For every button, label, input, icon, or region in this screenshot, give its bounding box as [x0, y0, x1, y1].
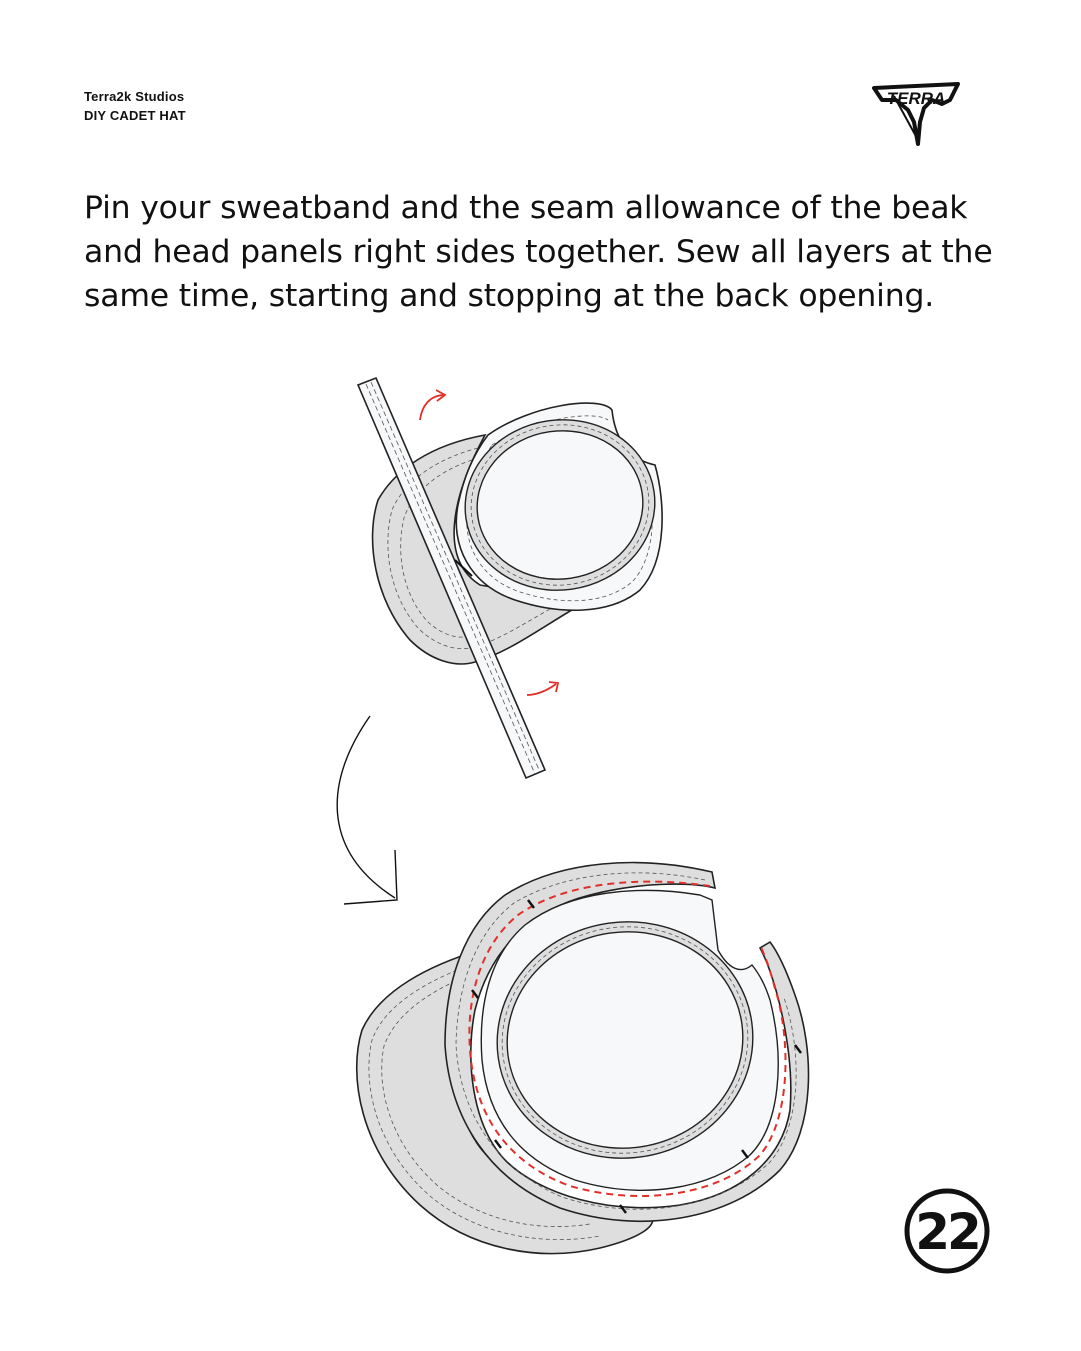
page-number: 22 — [915, 1203, 979, 1261]
transition-arrow — [337, 716, 397, 904]
instruction-text: Pin your sweatband and the seam allowance of the beak and head panels right sides together. Sew all layers at the same time, starting and stopping at the back opening. — [84, 190, 993, 314]
studio-name: Terra2k Studios — [84, 89, 185, 104]
logo-text: TERRA — [886, 89, 946, 108]
red-arrow-bottom — [527, 684, 556, 695]
page-number-badge — [903, 1187, 991, 1275]
bottom-hat-diagram — [357, 863, 809, 1254]
project-title: DIY CADET HAT — [84, 108, 186, 123]
top-hat-diagram — [358, 378, 666, 778]
